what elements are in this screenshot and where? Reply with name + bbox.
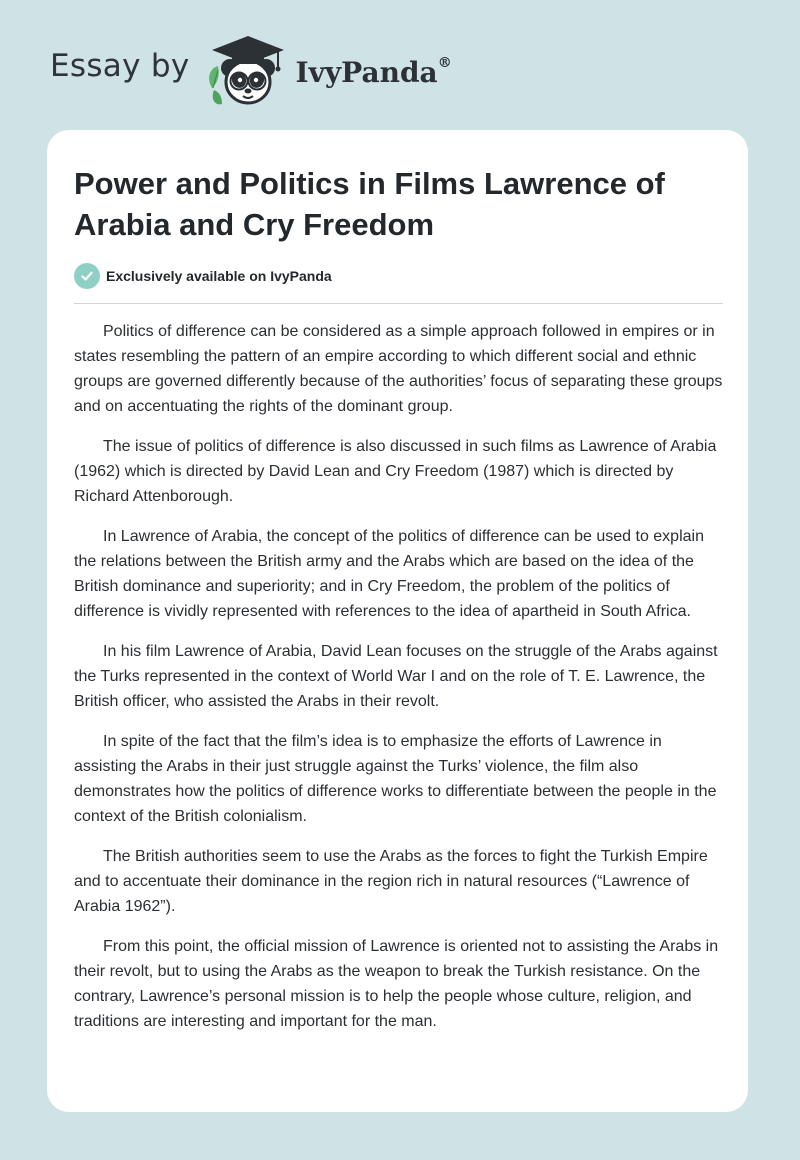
- trademark-symbol: ®: [437, 55, 452, 72]
- paragraph: From this point, the official mission of Lawrence is oriented not to assisting the Arabs in their revolt, but to using the Arabs as the weapon to break the Turkish resistance. On the contrary, Lawrence’s personal mission is to help the people whose culture, religion, and traditions are interesting and important for the man.: [74, 938, 719, 1030]
- paragraph: In spite of the fact that the film’s idea is to emphasize the efforts of Lawrence in assisting the Arabs in their just struggle against the Turks’ violence, the film also demonstrates how the politics of difference works to differentiate between the people in the context of the British colonialism.: [74, 733, 717, 825]
- exclusive-badge: [74, 263, 332, 289]
- essay-body: [74, 319, 726, 1049]
- paragraph: In Lawrence of Arabia, the concept of the politics of difference can be used to explain the relations between the British army and the Arabs which are based on the idea of the British dominance and superiority; and in Cry Freedom, the problem of the politics of difference is vividly represented with references to the idea of apartheid in South Africa.: [74, 528, 704, 620]
- brand-name[interactable]: [296, 56, 452, 89]
- essay-card: [47, 130, 748, 1112]
- essay-title: Power and Politics in Films Lawrence of Arabia and Cry Freedom: [74, 166, 665, 242]
- divider: [74, 303, 723, 304]
- panda-graduate-icon: [204, 30, 292, 110]
- exclusive-label: Exclusively available on IvyPanda: [106, 268, 332, 284]
- brand-label: IvyPanda: [295, 55, 438, 89]
- essay-by-label: Essay by: [50, 48, 190, 84]
- paragraph: The British authorities seem to use the Arabs as the forces to fight the Turkish Empire and to accentuate their dominance in the region rich in natural resources (“Lawrence of Arabia 1962”).: [74, 848, 708, 915]
- site-header: [50, 30, 452, 110]
- paragraph: Politics of difference can be considered as a simple approach followed in empires or in states resembling the pattern of an empire according to which different social and ethnic groups are governed differently because of the authorities’ focus of separating these groups and on accentuating the rights of the dominant group.: [74, 323, 723, 415]
- check-circle-icon: [74, 263, 100, 289]
- paragraph: In his film Lawrence of Arabia, David Lean focuses on the struggle of the Arabs against the Turks represented in the context of World War I and on the role of T. E. Lawrence, the British officer, who assisted the Arabs in their revolt.: [74, 643, 718, 710]
- paragraph: The issue of politics of difference is also discussed in such films as Lawrence of Arabia (1962) which is directed by David Lean and Cry Freedom (1987) which is directed by Richard Attenborough.: [74, 438, 717, 505]
